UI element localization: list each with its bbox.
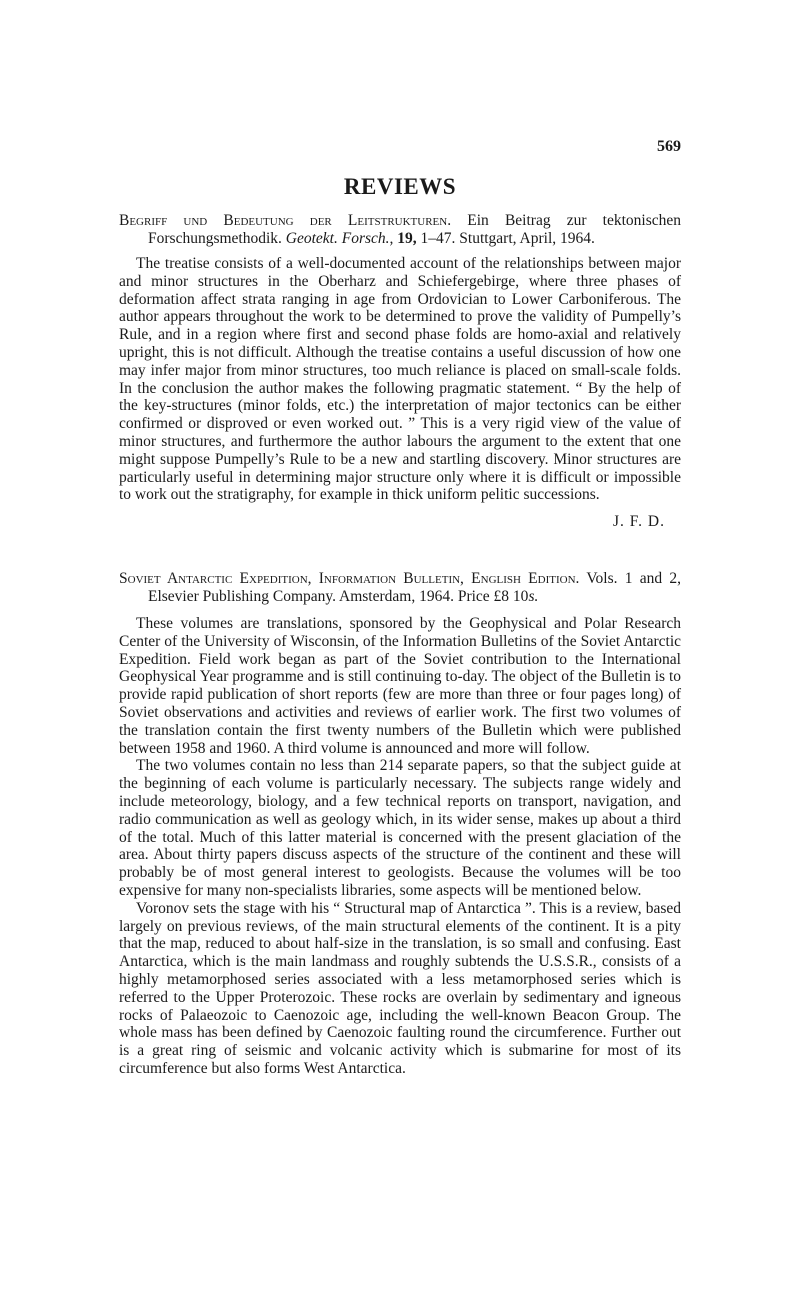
review-leitstrukturen — [119, 212, 681, 531]
review-journal: Geotekt. Forsch., — [285, 230, 394, 247]
review-heading — [119, 212, 681, 248]
section-title: REVIEWS — [343, 174, 457, 199]
review-title: Soviet Antarctic Expedition, Information Bulletin, English Edition. — [119, 570, 580, 587]
review-signature: J. F. D. — [613, 513, 665, 531]
review-volume: 19, — [397, 230, 417, 247]
page-number: 569 — [657, 138, 681, 155]
review-body — [119, 255, 681, 504]
review-price-suffix: s. — [528, 588, 539, 605]
review-paragraph: The two volumes contain no less than 214 separate papers, so that the subject guide at the beginning of each volume is particularly necessary. The subjects range widely and include meteorology, biology, and a few technical reports on transport, navigation, and radio communication as well as geology which, in its wider sense, makes up about a third of the total. Much of this latter material is concerned with the present glaciation of the area. About thirty papers discuss aspects of the structure of the continent and these will probably be of most general interest to geologists. Because the volumes will be too expensive for many non-specialists libraries, some aspects will be mentioned below. — [119, 757, 681, 899]
review-paragraph: Voronov sets the stage with his “ Structural map of Antarctica ”. This is a review, based largely on previous reviews, of the main structural elements of the continent. It is a pity that the map, reduced to about half-size in the translation, is so small and confusing. East Antarctica, which is the main landmass and roughly subtends the U.S.S.R., consists of a highly metamorphosed series associated with a less metamorphosed series which is referred to the Upper Proterozoic. These rocks are overlain by sedimentary and igneous rocks of Palaeozoic to Caenozoic age, including the well-known Beacon Group. The whole mass has been defined by Caenozoic faulting round the circumference. Further out is a great ring of seismic and volcanic activity which is submarine for most of its circumference but also forms West Antarctica. — [119, 899, 681, 1077]
review-body — [119, 615, 681, 1078]
review-paragraph: These volumes are translations, sponsored by the Geophysical and Polar Research Center of the University of Wisconsin, of the Information Bulletins of the Soviet Antarctic Expedition. Field work began as part of the Soviet contribution to the International Geophysical Year programme and is still continuing to-day. The object of the Bulletin is to provide rapid publication of short reports (few are more than three or four pages long) of Soviet observations and activities and reviews of earlier work. The first two volumes of the translation contain the first twenty numbers of the Bulletin which were published between 1958 and 1960. A third volume is announced and more will follow. — [119, 615, 681, 757]
review-subtitle: Ein Beitrag zur tektonischen Forschungsmethodik. — [148, 212, 682, 247]
review-details: 1–47. Stuttgart, April, 1964. — [420, 230, 595, 247]
review-paragraph: The treatise consists of a well-documented account of the relationships between major and minor structures in the Oberharz and Schiefergebirge, where three phases of deformation affect strata ranging in age from Ordovician to Lower Carboniferous. The author appears throughout the work to be determined to prove the validity of Pumpelly’s Rule, and in a region where first and second phase folds are homo-axial and relatively upright, this is not difficult. Although the treatise contains a useful discussion of how one may infer major from minor structures, too much reliance is placed on small-scale folds. In the conclusion the author makes the following pragmatic statement. “ By the help of the key-structures (minor folds, etc.) the interpretation of major tectonics can be either confirmed or disproved or even worked out. ” This is a very rigid view of the value of minor structures, and furthermore the author labours the argument to the extent that one might suppose Pumpelly’s Rule to be a new and startling discovery. Minor structures are particularly useful in determining major structure only where it is difficult or impossible to work out the stratigraphy, for example in thick uniform pelitic successions. — [119, 255, 681, 504]
review-title: Begriff und Bedeutung der Leitstrukturen. — [119, 212, 452, 229]
review-soviet-antarctic — [119, 570, 681, 1078]
review-heading — [119, 570, 681, 606]
review-details: Vols. 1 and 2, Elsevier Publishing Company. Amsterdam, 1964. Price £8 10 — [148, 570, 681, 605]
